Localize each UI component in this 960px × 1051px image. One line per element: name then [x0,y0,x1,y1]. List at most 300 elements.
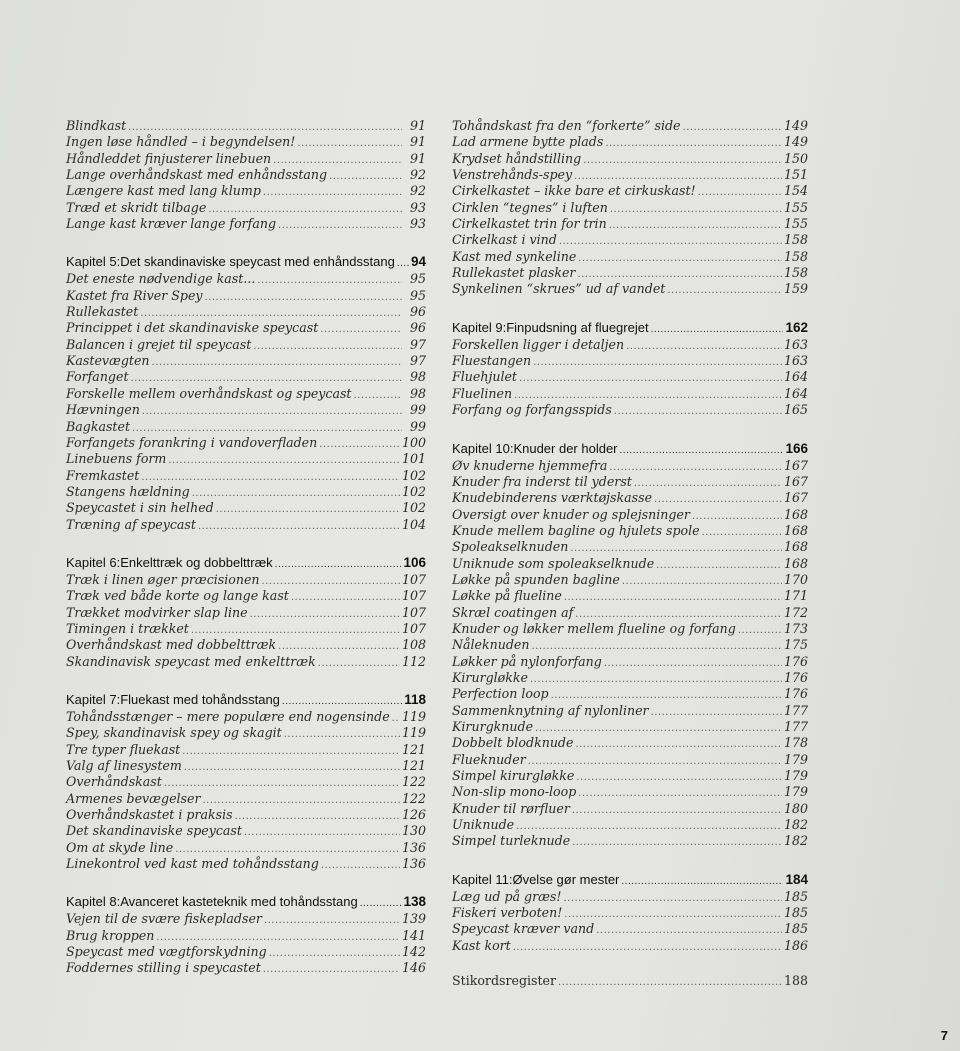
toc-entry [66,118,426,134]
toc-entry [66,134,426,150]
entry-page: 149 [783,118,808,133]
toc-entry [66,200,426,216]
entry-page: 100 [401,434,426,450]
leader-dots [626,339,782,355]
entry-page: 126 [401,807,426,823]
entry-page: 185 [783,921,808,937]
entry-page: 173 [783,620,808,636]
entry-title: Kast kort [452,937,511,953]
entry-page: 182 [783,833,808,849]
toc-entry [66,288,426,304]
toc-entry [452,556,808,572]
toc-entry [452,249,808,265]
entry-page: 179 [783,768,808,784]
chapter-title: Øvelse gør mester [512,871,620,887]
entry-page: 172 [783,604,808,620]
leader-dots [572,803,782,819]
toc-entry [452,752,808,768]
leader-dots [621,873,783,891]
entry-title: Oversigt over knuder og splejsninger [452,506,690,522]
entry-title: Fluelinen [452,385,513,401]
toc-entry [452,605,808,621]
leader-dots [614,404,782,420]
entry-title: Overhåndskast med dobbelttræk [66,637,277,653]
toc-right-column [452,118,808,990]
leader-dots [604,656,782,672]
leader-dots [182,744,400,760]
entry-title: Fluestangen [452,353,532,369]
leader-dots [205,290,402,306]
toc-entry [452,474,808,490]
entry-title: Cirkelkastet trin for trin [452,216,607,232]
toc-entry [66,304,426,320]
entry-page: 121 [401,741,426,757]
leader-dots [142,404,402,420]
entry-page: 102 [401,467,426,483]
leader-dots [667,283,782,299]
entry-title: Fiskeri verboten! [452,905,563,921]
toc-entry [452,167,808,183]
toc-entry [66,823,426,839]
chapter-title: Avanceret kasteteknik med tohåndsstang [120,894,358,910]
leader-dots [184,760,400,776]
toc-entry [452,134,808,150]
entry-page: 121 [401,758,426,773]
leader-dots [152,355,402,371]
toc-entry [452,539,808,555]
chapter-page: 106 [403,554,426,570]
toc-entry [452,833,808,849]
leader-dots [564,907,782,923]
toc-entry [66,183,426,199]
entry-title: Skandinavisk speycast med enkelttræk [66,653,316,669]
toc-entry [66,167,426,183]
chapter-label: Kapitel 8: [66,894,121,910]
toc-entry [452,621,808,637]
leader-dots [319,437,400,453]
entry-title: Foddernes stilling i speycastet [66,960,261,976]
entry-page: 93 [409,216,426,232]
entry-title: Blindkast [66,118,127,133]
leader-dots [634,476,782,492]
leader-dots [329,169,402,185]
toc-entry [452,265,808,281]
entry-page: 186 [783,937,808,953]
leader-dots [578,786,782,802]
leader-dots [250,607,400,623]
entry-title: Forskelle mellem overhåndskast og speycast [66,385,352,401]
leader-dots [559,234,782,250]
entry-page: 119 [401,708,426,724]
entry-title: Timingen i trækket [66,620,189,636]
entry-title: Knuder og løkker mellem flueline og forfang [452,620,736,636]
toc-entry [452,654,808,670]
entry-title: Speycast med vægtforskydning [66,944,267,960]
entry-title: Forfanget [66,369,129,385]
entry-title: Lad armene bytte plads [452,134,604,150]
leader-dots [620,442,784,460]
entry-title: Cirkelkastet – ikke bare et cirkuskast! [452,183,696,199]
entry-page: 99 [409,402,426,418]
entry-title: Knude mellem bagline og hjulets spole [452,522,700,538]
entry-page: 167 [783,490,808,506]
entry-title: Armenes bevægelser [66,790,201,806]
leader-dots [605,136,782,152]
entry-title: Tohåndskast fra den “forkerte” side [452,118,681,133]
toc-entry [452,523,808,539]
toc-entry [452,801,808,817]
entry-title: Løkke på spunden bagline [452,571,620,587]
entry-title: Det eneste nødvendige kast... [66,271,256,287]
entry-title: Træk i linen øger præcisionen [66,571,260,587]
leader-dots [583,153,782,169]
toc-entry [452,118,808,134]
toc-entry [452,402,808,418]
index-entry [452,972,808,990]
leader-dots [269,946,400,962]
leader-dots [651,705,782,721]
toc-entry [66,337,426,353]
entry-page: 176 [783,653,808,669]
toc-entry [452,281,808,297]
entry-page: 112 [401,653,426,669]
chapter-heading [66,554,426,572]
toc-entry [66,791,426,807]
toc-entry [66,151,426,167]
entry-title: Bagkastet [66,418,131,434]
entry-title: Simpel turleknude [452,833,571,849]
chapter-label: Kapitel 5: [66,254,121,270]
entry-page: 154 [783,183,808,199]
chapter-page: 184 [785,871,808,887]
entry-title: Krydset håndstilling [452,150,582,166]
toc-entry [66,840,426,856]
entry-title: Forskellen ligger i detaljen [452,336,625,352]
entry-page: 177 [783,702,808,718]
entry-title: Fluehjulet [452,369,517,385]
chapter-label: Kapitel 9: [452,319,507,335]
toc-entry [66,386,426,402]
leader-dots [576,770,782,786]
toc-entry [66,468,426,484]
toc-entry [66,484,426,500]
leader-dots [698,185,782,201]
chapter-page: 138 [403,894,426,910]
leader-dots [622,574,782,590]
entry-title: Trækket modvirker slap line [66,604,248,620]
entry-title: Forfangets forankring i vandoverfladen [66,434,318,450]
entry-page: 107 [401,571,426,587]
leader-dots [609,460,782,476]
leader-dots [318,656,400,672]
leader-dots [596,923,782,939]
leader-dots [360,895,402,913]
chapter-page: 162 [785,319,808,335]
leader-dots [253,339,402,355]
chapter-title: Det skandinaviske speycast med enhåndsstang [120,254,395,270]
leader-dots [263,962,400,978]
entry-title: Non-slip mono-loop [452,784,577,800]
entry-page: 91 [409,134,426,150]
entry-title: Hævningen [66,402,140,418]
leader-dots [235,809,400,825]
entry-page: 180 [783,800,808,816]
entry-page: 185 [783,905,808,921]
entry-page: 168 [783,539,808,555]
leader-dots [216,502,400,518]
entry-title: Længere kast med lang klump [66,183,261,199]
toc-entry [66,320,426,336]
toc-entry [66,500,426,516]
leader-dots [575,737,782,753]
entry-page: 168 [783,555,808,571]
entry-title: Lange overhåndskast med enhåndsstang [66,167,328,183]
leader-dots [244,825,400,841]
toc-entry [66,911,426,927]
entry-page: 165 [783,402,808,418]
toc-entry [452,490,808,506]
toc-left-column [66,118,426,977]
toc-entry [66,572,426,588]
toc-entry [66,621,426,637]
entry-page: 102 [401,500,426,516]
toc-entry [452,735,808,751]
entry-title: Overhåndskast [66,774,162,790]
entry-page: 146 [401,960,426,976]
leader-dots [692,509,782,525]
entry-page: 175 [783,637,808,653]
toc-entry [452,768,808,784]
entry-title: Flueknuder [452,751,526,767]
toc-entry [452,703,808,719]
entry-page: 97 [409,353,426,369]
leader-dots [284,727,400,743]
entry-title: Løkke på flueline [452,588,562,604]
chapter-heading [66,691,426,709]
leader-dots [572,835,782,851]
entry-page: 149 [783,134,808,150]
entry-page: 177 [783,719,808,734]
entry-title: Spey, skandinavisk spey og skagit [66,725,282,741]
entry-page: 150 [783,150,808,166]
entry-page: 91 [409,118,426,133]
entry-page: 98 [409,385,426,401]
toc-entry [452,784,808,800]
entry-title: Uniknude som spoleakselknude [452,555,655,571]
toc-entry [66,944,426,960]
entry-page: 155 [783,216,808,232]
toc-entry [66,725,426,741]
entry-page: 95 [409,271,426,287]
chapter-heading [66,893,426,911]
entry-page: 122 [401,774,426,790]
toc-entry [452,151,808,167]
toc-entry [66,856,426,872]
leader-dots [738,623,782,639]
toc-entry [452,353,808,369]
entry-page: 104 [401,516,426,532]
entry-page: 122 [401,790,426,806]
entry-page: 170 [783,571,808,587]
entry-title: Kastet fra River Spey [66,287,203,303]
entry-page: 97 [409,336,426,352]
entry-title: Dobbelt blodknude [452,735,574,751]
index-page: 188 [783,973,808,989]
entry-page: 95 [409,287,426,303]
toc-entry [66,451,426,467]
chapter-heading [452,871,808,889]
entry-page: 136 [401,839,426,855]
entry-title: Linekontrol ved kast med tohåndsstang [66,856,319,872]
toc-entry [66,588,426,604]
entry-page: 163 [783,336,808,352]
chapter-heading [66,253,426,271]
leader-dots [564,590,782,606]
entry-title: Kirurgløkke [452,669,528,685]
entry-page: 92 [409,167,426,183]
toc-entry [66,435,426,451]
chapter-page: 94 [410,254,426,270]
chapter-label: Kapitel 7: [66,691,121,707]
entry-title: Forfang og forfangsspids [452,402,612,418]
toc-entry [66,353,426,369]
entry-page: 139 [401,911,426,927]
entry-title: Venstrehånds-spey [452,167,573,183]
entry-title: Løkker på nylonforfang [452,653,602,669]
leader-dots [278,218,402,234]
entry-title: Rullekastet [66,304,139,320]
leader-dots [656,558,782,574]
entry-title: Brug kroppen [66,927,155,943]
toc-entry [452,458,808,474]
entry-page: 93 [409,199,426,215]
entry-title: Perfection loop [452,686,549,702]
entry-title: Spoleakselknuden [452,539,569,555]
toc-entry [66,637,426,653]
chapter-title: Knuder der holder [513,440,618,456]
entry-page: 182 [783,817,808,833]
chapter-title: Fluekast med tohåndsstang [120,691,280,707]
leader-dots [519,371,782,387]
entry-page: 99 [409,418,426,434]
chapter-title: Finpudsning af fluegrejet [506,319,649,335]
leader-dots [578,251,782,267]
toc-entry [452,183,808,199]
entry-page: 179 [783,784,808,800]
entry-title: Nåleknuden [452,637,530,653]
leader-dots [563,891,781,907]
entry-title: Stangens hældning [66,483,190,499]
index-title: Stikordsregister [452,973,557,989]
entry-page: 167 [783,457,808,473]
entry-title: Sammenknytning af nylonliner [452,702,649,718]
entry-title: Speycastet i sin helhed [66,500,214,516]
entry-page: 179 [783,751,808,767]
toc-entry [452,588,808,604]
toc-entry [452,637,808,653]
entry-title: Cirklen “tegnes” i luften [452,199,608,215]
toc-entry [452,572,808,588]
leader-dots [702,525,782,541]
toc-entry [66,402,426,418]
chapter-heading [452,319,808,337]
entry-page: 163 [783,353,808,369]
entry-page: 101 [401,451,426,467]
toc-entry [66,742,426,758]
toc-entry [452,921,808,937]
entry-title: Princippet i det skandinaviske speycast [66,320,319,336]
toc-entry [66,605,426,621]
leader-dots [513,940,782,956]
toc-entry [66,419,426,435]
chapter-page: 166 [785,440,808,456]
leader-dots [297,136,402,152]
toc-entry [452,369,808,385]
leader-dots [263,185,402,201]
leader-dots [610,202,782,218]
entry-title: Træning af speycast [66,516,196,532]
entry-title: Ingen løse håndled – i begyndelsen! [66,134,296,150]
leader-dots [558,974,782,992]
chapter-label: Kapitel 6: [66,554,121,570]
entry-page: 158 [783,232,808,248]
leader-dots [321,858,400,874]
chapter-title: Enkelttræk og dobbelttræk [120,554,273,570]
toc-entry [66,654,426,670]
toc-entry [452,232,808,248]
toc-entry [452,889,808,905]
toc-entry [66,960,426,976]
entry-page: 159 [783,281,808,297]
entry-title: Balancen i grejet til speycast [66,336,252,352]
entry-page: 119 [401,725,426,741]
entry-page: 164 [783,385,808,401]
entry-page: 107 [401,604,426,620]
toc-entry [452,670,808,686]
toc-entry [66,928,426,944]
entry-title: Skræl coatingen af [452,604,574,620]
toc-entry [452,507,808,523]
leader-dots [392,711,400,727]
leader-dots [320,322,402,338]
entry-page: 130 [401,823,426,839]
leader-dots [533,355,782,371]
entry-title: Lange kast kræver lange forfang [66,216,277,232]
entry-page: 176 [783,686,808,702]
entry-title: Håndleddet finjusterer linebuen [66,150,272,166]
entry-page: 136 [401,856,426,872]
entry-page: 107 [401,620,426,636]
chapter-heading [452,440,808,458]
entry-page: 164 [783,369,808,385]
entry-page: 92 [409,183,426,199]
leader-dots [275,556,402,574]
entry-page: 102 [401,483,426,499]
page-number: 7 [940,1028,948,1043]
entry-page: 151 [783,167,808,183]
entry-title: Uniknude [452,817,515,833]
entry-page: 91 [409,150,426,166]
toc-entry [66,807,426,823]
entry-page: 176 [783,669,808,685]
entry-page: 168 [783,522,808,538]
entry-page: 98 [409,369,426,385]
toc-entry [452,905,808,921]
entry-title: Linebuens form [66,451,167,467]
toc-entry [66,709,426,725]
entry-title: Tohåndsstænger – mere populære end nogensinde [66,708,390,724]
entry-page: 108 [401,637,426,653]
